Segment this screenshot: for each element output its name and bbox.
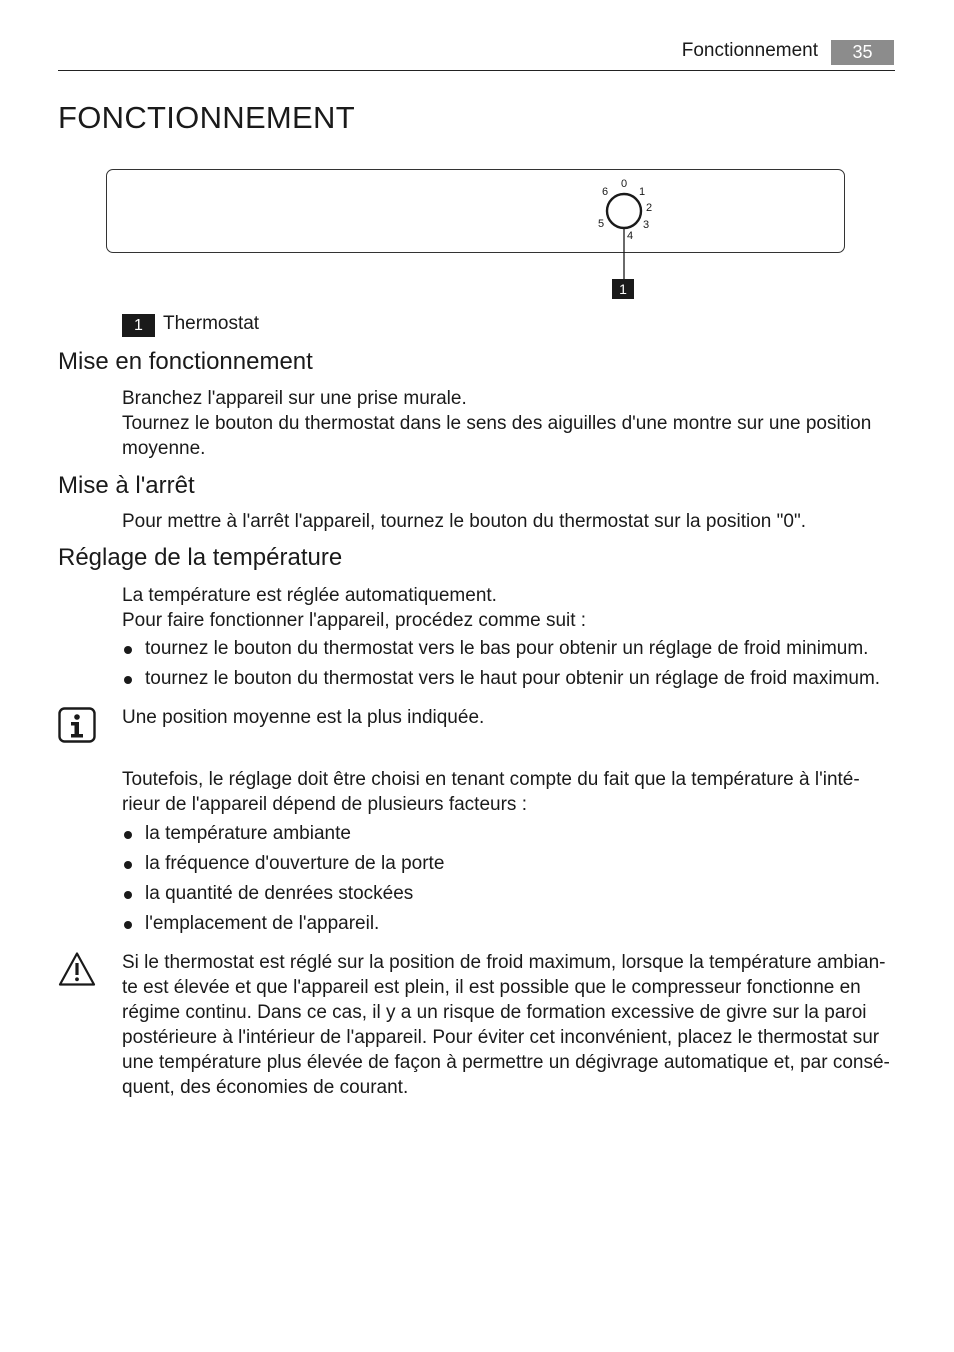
dial-label-2: 2 (645, 202, 653, 214)
heading-mise-a-larret: Mise à l'arrêt (58, 472, 195, 499)
dial-label-3: 3 (642, 219, 650, 231)
text-line: régime continu. Dans ce cas, il y a un risque de formation excessive de givre sur la paroi (122, 1002, 867, 1023)
callout-number: 1 (612, 279, 634, 299)
text-line: moyenne. (122, 438, 206, 459)
legend-number: 1 (122, 314, 155, 337)
text-line: postérieure à l'intérieur de l'appareil. Pour éviter cet inconvénient, placez le thermostat sur (122, 1027, 880, 1048)
text-line: Toutefois, le réglage doit être choisi en tenant compte du fait que la température à l'inté- (122, 769, 860, 790)
thermostat-knob (607, 194, 641, 228)
factors-bullet-list (122, 821, 894, 941)
reglage-intro (122, 583, 894, 633)
list-item: tournez le bouton du thermostat vers le haut pour obtenir un réglage de froid maximum. (122, 666, 894, 696)
thermostat-dial (590, 174, 660, 284)
list-item: tournez le bouton du thermostat vers le bas pour obtenir un réglage de froid minimum. (122, 636, 894, 666)
text-line: La température est réglée automatiquement. (122, 585, 497, 606)
running-header-section: Fonctionnement (681, 40, 818, 61)
list-item: la fréquence d'ouverture de la porte (122, 851, 894, 881)
text-line: rieur de l'appareil dépend de plusieurs facteurs : (122, 794, 527, 815)
info-note-text: Une position moyenne est la plus indiquée. (122, 707, 485, 728)
heading-reglage-temperature: Réglage de la température (58, 544, 343, 571)
text-line: Tournez le bouton du thermostat dans le sens des aiguilles d'une montre sur une position (122, 413, 872, 434)
warning-icon (58, 951, 96, 987)
page-title: FONCTIONNEMENT (58, 100, 355, 135)
info-icon (58, 707, 96, 743)
page-number: 35 (831, 40, 894, 65)
dial-label-1: 1 (638, 186, 646, 198)
text-line: Branchez l'appareil sur une prise murale. (122, 388, 467, 409)
dial-label-5: 5 (597, 218, 605, 230)
dial-label-0: 0 (620, 178, 628, 190)
heading-mise-en-fonctionnement: Mise en fonctionnement (58, 348, 313, 375)
list-item: la quantité de denrées stockées (122, 881, 894, 911)
control-panel-illustration (106, 169, 845, 253)
text-line: Si le thermostat est réglé sur la position de froid maximum, lorsque la température ambian- (122, 952, 886, 973)
factors-intro (122, 767, 894, 817)
text-line: une température plus élevée de façon à permettre un dégivrage automatique et, par consé- (122, 1052, 890, 1073)
legend-label: Thermostat (163, 313, 260, 334)
text-line: te est élevée et que l'appareil est plein, il est possible que le compresseur fonctionne en (122, 977, 861, 998)
list-item: la température ambiante (122, 821, 894, 851)
mise-en-fonctionnement-text (122, 386, 894, 461)
text-line: Pour faire fonctionner l'appareil, procédez comme suit : (122, 610, 587, 631)
dial-label-6: 6 (601, 186, 609, 198)
reglage-bullet-list (122, 636, 894, 696)
list-item: l'emplacement de l'appareil. (122, 911, 894, 941)
text-line: quent, des économies de courant. (122, 1077, 409, 1098)
mise-a-larret-text: Pour mettre à l'arrêt l'appareil, tournez le bouton du thermostat sur la position "0". (122, 511, 806, 532)
header-rule (58, 70, 895, 71)
dial-label-4: 4 (626, 230, 634, 242)
warning-text (122, 950, 894, 1100)
